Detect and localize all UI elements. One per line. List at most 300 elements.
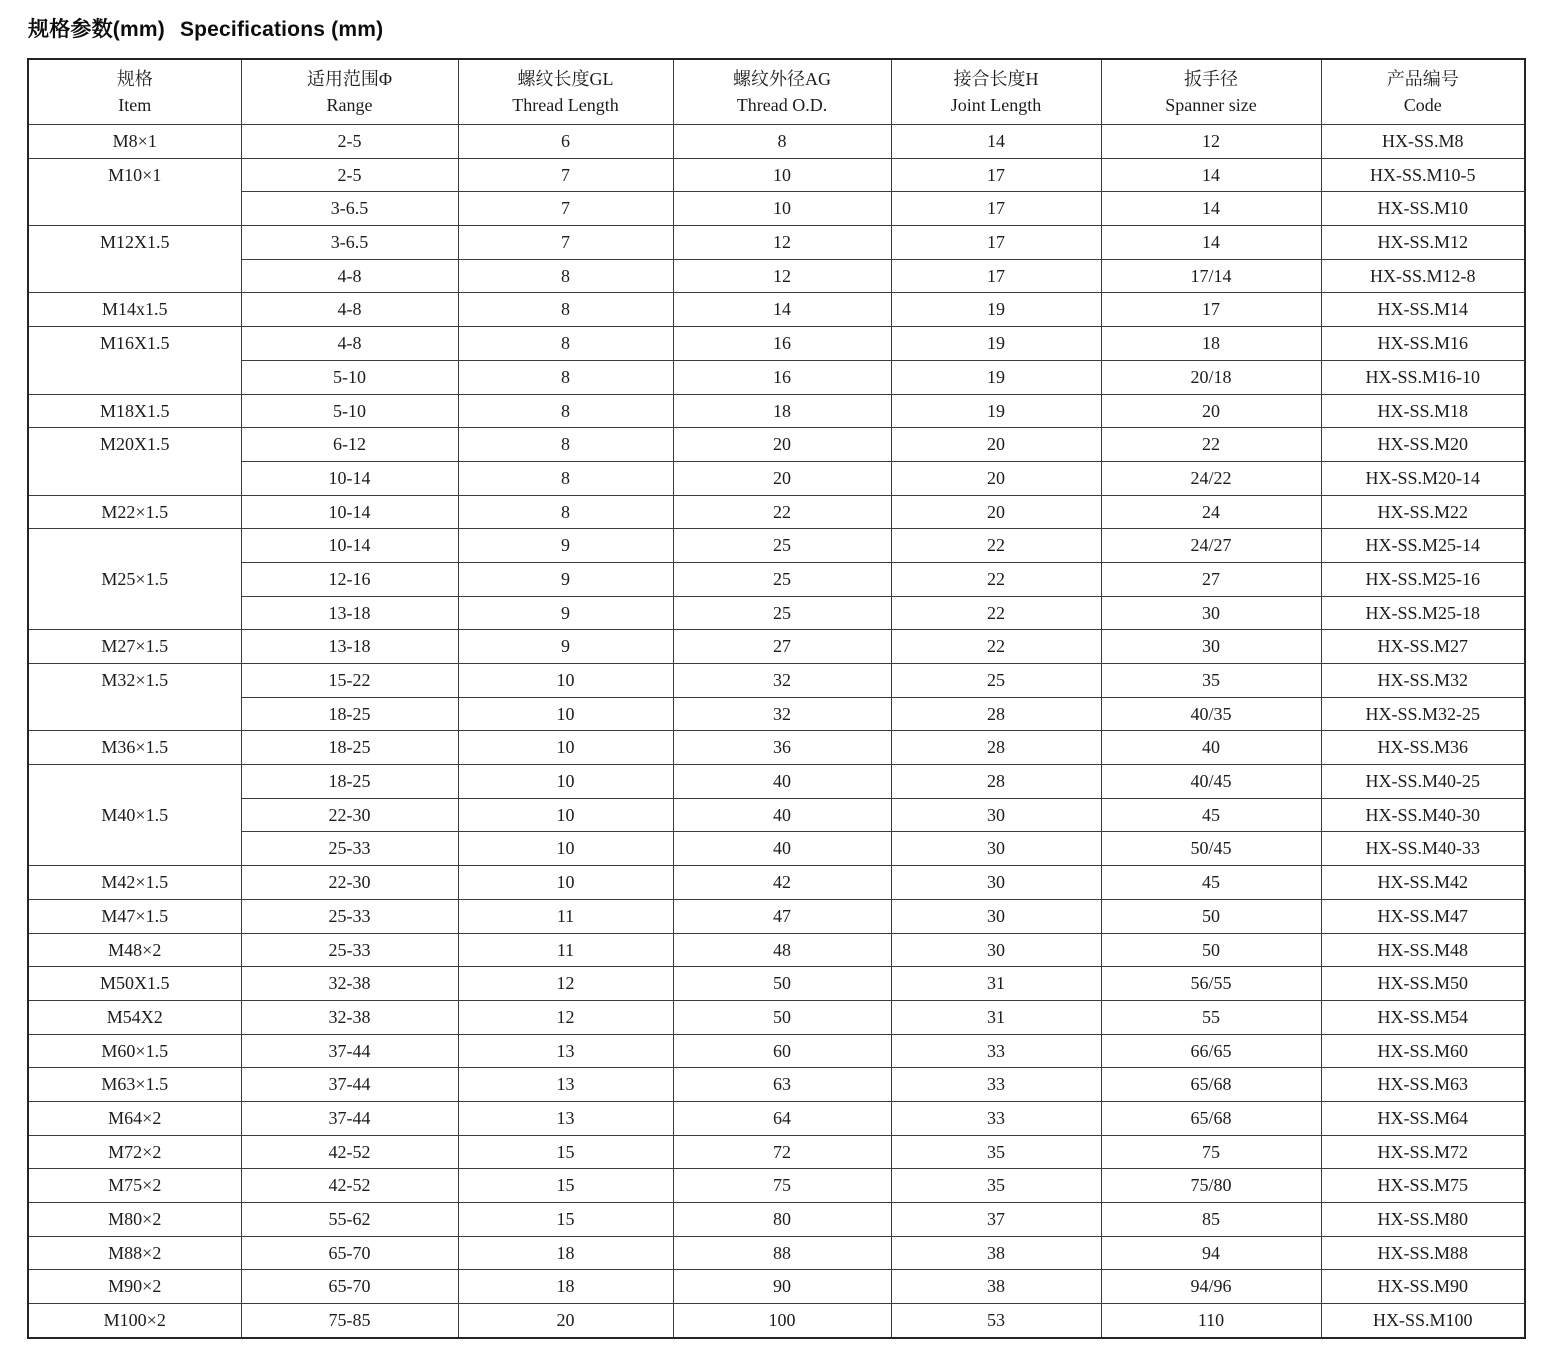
code-cell: HX-SS.M25-16 bbox=[1321, 562, 1525, 596]
thread-od-cell: 47 bbox=[673, 899, 891, 933]
thread-od-cell: 48 bbox=[673, 933, 891, 967]
range-cell: 4-8 bbox=[241, 259, 458, 293]
code-cell: HX-SS.M63 bbox=[1321, 1068, 1525, 1102]
code-cell: HX-SS.M75 bbox=[1321, 1169, 1525, 1203]
thread-od-cell: 16 bbox=[673, 360, 891, 394]
joint-length-cell: 33 bbox=[891, 1034, 1101, 1068]
joint-length-cell: 14 bbox=[891, 125, 1101, 159]
joint-length-cell: 20 bbox=[891, 495, 1101, 529]
thread-length-cell: 8 bbox=[458, 327, 673, 361]
table-row bbox=[28, 158, 1525, 192]
code-cell: HX-SS.M80 bbox=[1321, 1203, 1525, 1237]
thread-od-cell: 42 bbox=[673, 866, 891, 900]
table-row bbox=[28, 899, 1525, 933]
table-row bbox=[28, 1169, 1525, 1203]
range-cell: 3-6.5 bbox=[241, 226, 458, 260]
table-row bbox=[28, 428, 1525, 462]
thread-od-cell: 60 bbox=[673, 1034, 891, 1068]
thread-od-cell: 12 bbox=[673, 259, 891, 293]
code-cell: HX-SS.M12-8 bbox=[1321, 259, 1525, 293]
thread-length-cell: 9 bbox=[458, 630, 673, 664]
spanner-size-cell: 50 bbox=[1101, 899, 1321, 933]
specifications-table bbox=[27, 58, 1526, 1339]
spanner-size-cell: 24 bbox=[1101, 495, 1321, 529]
spanner-size-cell: 56/55 bbox=[1101, 967, 1321, 1001]
range-cell: 2-5 bbox=[241, 125, 458, 159]
thread-length-cell: 8 bbox=[458, 394, 673, 428]
item-cell: M16X1.5 bbox=[28, 327, 241, 394]
thread-length-cell: 10 bbox=[458, 765, 673, 799]
code-cell: HX-SS.M18 bbox=[1321, 394, 1525, 428]
joint-length-cell: 38 bbox=[891, 1270, 1101, 1304]
joint-length-cell: 19 bbox=[891, 394, 1101, 428]
table-row bbox=[28, 630, 1525, 664]
table-row bbox=[28, 832, 1525, 866]
range-cell: 12-16 bbox=[241, 562, 458, 596]
spanner-size-cell: 94 bbox=[1101, 1236, 1321, 1270]
code-cell: HX-SS.M16-10 bbox=[1321, 360, 1525, 394]
spanner-size-cell: 66/65 bbox=[1101, 1034, 1321, 1068]
item-cell: M12X1.5 bbox=[28, 226, 241, 293]
spanner-size-cell: 35 bbox=[1101, 664, 1321, 698]
range-cell: 65-70 bbox=[241, 1236, 458, 1270]
thread-length-cell: 6 bbox=[458, 125, 673, 159]
item-cell: M20X1.5 bbox=[28, 428, 241, 495]
code-cell: HX-SS.M60 bbox=[1321, 1034, 1525, 1068]
range-cell: 75-85 bbox=[241, 1304, 458, 1338]
code-cell: HX-SS.M40-33 bbox=[1321, 832, 1525, 866]
thread-length-cell: 8 bbox=[458, 259, 673, 293]
thread-length-cell: 11 bbox=[458, 899, 673, 933]
code-cell: HX-SS.M25-18 bbox=[1321, 596, 1525, 630]
code-cell: HX-SS.M47 bbox=[1321, 899, 1525, 933]
header-spanner-size-en: Spanner size bbox=[1165, 95, 1257, 116]
thread-length-cell: 8 bbox=[458, 360, 673, 394]
code-cell: HX-SS.M20-14 bbox=[1321, 461, 1525, 495]
spanner-size-cell: 45 bbox=[1101, 798, 1321, 832]
range-cell: 10-14 bbox=[241, 461, 458, 495]
range-cell: 18-25 bbox=[241, 765, 458, 799]
thread-od-cell: 10 bbox=[673, 192, 891, 226]
thread-od-cell: 40 bbox=[673, 798, 891, 832]
thread-od-cell: 100 bbox=[673, 1304, 891, 1338]
thread-length-cell: 7 bbox=[458, 226, 673, 260]
range-cell: 13-18 bbox=[241, 596, 458, 630]
spanner-size-cell: 75 bbox=[1101, 1135, 1321, 1169]
table-row bbox=[28, 798, 1525, 832]
code-cell: HX-SS.M88 bbox=[1321, 1236, 1525, 1270]
spanner-size-cell: 12 bbox=[1101, 125, 1321, 159]
joint-length-cell: 17 bbox=[891, 226, 1101, 260]
item-cell: M80×2 bbox=[28, 1203, 241, 1237]
item-cell: M40×1.5 bbox=[28, 765, 241, 866]
joint-length-cell: 17 bbox=[891, 158, 1101, 192]
code-cell: HX-SS.M100 bbox=[1321, 1304, 1525, 1338]
range-cell: 15-22 bbox=[241, 664, 458, 698]
thread-od-cell: 25 bbox=[673, 562, 891, 596]
column-header-range bbox=[241, 59, 458, 125]
range-cell: 4-8 bbox=[241, 293, 458, 327]
spanner-size-cell: 45 bbox=[1101, 866, 1321, 900]
spanner-size-cell: 40 bbox=[1101, 731, 1321, 765]
thread-length-cell: 9 bbox=[458, 596, 673, 630]
table-row bbox=[28, 1304, 1525, 1338]
thread-od-cell: 20 bbox=[673, 428, 891, 462]
item-cell: M90×2 bbox=[28, 1270, 241, 1304]
table-row bbox=[28, 664, 1525, 698]
thread-od-cell: 40 bbox=[673, 765, 891, 799]
thread-length-cell: 10 bbox=[458, 731, 673, 765]
header-joint-length-en: Joint Length bbox=[950, 95, 1042, 116]
header-range-en: Range bbox=[326, 95, 373, 116]
thread-length-cell: 20 bbox=[458, 1304, 673, 1338]
table-row bbox=[28, 259, 1525, 293]
thread-od-cell: 20 bbox=[673, 461, 891, 495]
joint-length-cell: 22 bbox=[891, 630, 1101, 664]
table-row bbox=[28, 394, 1525, 428]
spanner-size-cell: 40/35 bbox=[1101, 697, 1321, 731]
item-cell: M42×1.5 bbox=[28, 866, 241, 900]
header-row bbox=[28, 59, 1525, 125]
spanner-size-cell: 18 bbox=[1101, 327, 1321, 361]
joint-length-cell: 20 bbox=[891, 461, 1101, 495]
thread-od-cell: 22 bbox=[673, 495, 891, 529]
joint-length-cell: 28 bbox=[891, 697, 1101, 731]
joint-length-cell: 19 bbox=[891, 293, 1101, 327]
thread-length-cell: 10 bbox=[458, 832, 673, 866]
header-range-zh: 适用范围Φ bbox=[306, 69, 393, 90]
range-cell: 5-10 bbox=[241, 394, 458, 428]
joint-length-cell: 31 bbox=[891, 967, 1101, 1001]
range-cell: 13-18 bbox=[241, 630, 458, 664]
thread-length-cell: 15 bbox=[458, 1169, 673, 1203]
range-cell: 25-33 bbox=[241, 899, 458, 933]
item-cell: M54X2 bbox=[28, 1000, 241, 1034]
spanner-size-cell: 50 bbox=[1101, 933, 1321, 967]
code-cell: HX-SS.M10-5 bbox=[1321, 158, 1525, 192]
spanner-size-cell: 85 bbox=[1101, 1203, 1321, 1237]
header-thread-od-en: Thread O.D. bbox=[736, 95, 828, 116]
table-row bbox=[28, 967, 1525, 1001]
joint-length-cell: 31 bbox=[891, 1000, 1101, 1034]
range-cell: 3-6.5 bbox=[241, 192, 458, 226]
page-title-chinese: 规格参数(mm) bbox=[28, 18, 165, 41]
spanner-size-cell: 27 bbox=[1101, 562, 1321, 596]
spanner-size-cell: 17/14 bbox=[1101, 259, 1321, 293]
range-cell: 5-10 bbox=[241, 360, 458, 394]
code-cell: HX-SS.M12 bbox=[1321, 226, 1525, 260]
range-cell: 65-70 bbox=[241, 1270, 458, 1304]
thread-length-cell: 8 bbox=[458, 495, 673, 529]
joint-length-cell: 30 bbox=[891, 866, 1101, 900]
table-row bbox=[28, 1000, 1525, 1034]
range-cell: 22-30 bbox=[241, 866, 458, 900]
code-cell: HX-SS.M64 bbox=[1321, 1101, 1525, 1135]
code-cell: HX-SS.M10 bbox=[1321, 192, 1525, 226]
thread-length-cell: 8 bbox=[458, 428, 673, 462]
code-cell: HX-SS.M20 bbox=[1321, 428, 1525, 462]
thread-od-cell: 80 bbox=[673, 1203, 891, 1237]
table-row bbox=[28, 765, 1525, 799]
thread-od-cell: 63 bbox=[673, 1068, 891, 1102]
page-title bbox=[28, 13, 1524, 43]
joint-length-cell: 30 bbox=[891, 933, 1101, 967]
header-item-zh: 规格 bbox=[116, 69, 153, 90]
range-cell: 18-25 bbox=[241, 731, 458, 765]
joint-length-cell: 22 bbox=[891, 562, 1101, 596]
thread-od-cell: 40 bbox=[673, 832, 891, 866]
joint-length-cell: 28 bbox=[891, 731, 1101, 765]
spanner-size-cell: 30 bbox=[1101, 630, 1321, 664]
range-cell: 2-5 bbox=[241, 158, 458, 192]
spanner-size-cell: 94/96 bbox=[1101, 1270, 1321, 1304]
code-cell: HX-SS.M42 bbox=[1321, 866, 1525, 900]
spanner-size-cell: 14 bbox=[1101, 158, 1321, 192]
range-cell: 22-30 bbox=[241, 798, 458, 832]
range-cell: 18-25 bbox=[241, 697, 458, 731]
thread-length-cell: 11 bbox=[458, 933, 673, 967]
thread-length-cell: 7 bbox=[458, 158, 673, 192]
thread-od-cell: 50 bbox=[673, 1000, 891, 1034]
table-row bbox=[28, 192, 1525, 226]
table-row bbox=[28, 1236, 1525, 1270]
item-cell: M8×1 bbox=[28, 125, 241, 159]
range-cell: 55-62 bbox=[241, 1203, 458, 1237]
column-header-thread-length bbox=[458, 59, 673, 125]
header-thread-length-en: Thread Length bbox=[512, 95, 619, 116]
code-cell: HX-SS.M32-25 bbox=[1321, 697, 1525, 731]
joint-length-cell: 30 bbox=[891, 832, 1101, 866]
code-cell: HX-SS.M32 bbox=[1321, 664, 1525, 698]
table-row bbox=[28, 697, 1525, 731]
item-cell: M36×1.5 bbox=[28, 731, 241, 765]
spanner-size-cell: 14 bbox=[1101, 192, 1321, 226]
joint-length-cell: 25 bbox=[891, 664, 1101, 698]
column-header-thread-od bbox=[673, 59, 891, 125]
thread-length-cell: 12 bbox=[458, 967, 673, 1001]
range-cell: 10-14 bbox=[241, 529, 458, 563]
joint-length-cell: 22 bbox=[891, 596, 1101, 630]
range-cell: 42-52 bbox=[241, 1135, 458, 1169]
table-row bbox=[28, 495, 1525, 529]
thread-od-cell: 10 bbox=[673, 158, 891, 192]
spanner-size-cell: 14 bbox=[1101, 226, 1321, 260]
thread-length-cell: 15 bbox=[458, 1203, 673, 1237]
spanner-size-cell: 65/68 bbox=[1101, 1101, 1321, 1135]
item-cell: M47×1.5 bbox=[28, 899, 241, 933]
table-row bbox=[28, 731, 1525, 765]
column-header-spanner-size bbox=[1101, 59, 1321, 125]
header-code-en: Code bbox=[1403, 95, 1442, 116]
table-row bbox=[28, 529, 1525, 563]
item-cell: M18X1.5 bbox=[28, 394, 241, 428]
range-cell: 42-52 bbox=[241, 1169, 458, 1203]
thread-od-cell: 88 bbox=[673, 1236, 891, 1270]
table-row bbox=[28, 1068, 1525, 1102]
code-cell: HX-SS.M27 bbox=[1321, 630, 1525, 664]
table-row bbox=[28, 293, 1525, 327]
joint-length-cell: 19 bbox=[891, 327, 1101, 361]
table-row bbox=[28, 1203, 1525, 1237]
joint-length-cell: 38 bbox=[891, 1236, 1101, 1270]
column-header-joint-length bbox=[891, 59, 1101, 125]
spanner-size-cell: 50/45 bbox=[1101, 832, 1321, 866]
joint-length-cell: 28 bbox=[891, 765, 1101, 799]
spanner-size-cell: 17 bbox=[1101, 293, 1321, 327]
thread-od-cell: 72 bbox=[673, 1135, 891, 1169]
item-cell: M22×1.5 bbox=[28, 495, 241, 529]
thread-od-cell: 75 bbox=[673, 1169, 891, 1203]
thread-length-cell: 8 bbox=[458, 293, 673, 327]
thread-od-cell: 36 bbox=[673, 731, 891, 765]
code-cell: HX-SS.M72 bbox=[1321, 1135, 1525, 1169]
item-cell: M50X1.5 bbox=[28, 967, 241, 1001]
code-cell: HX-SS.M54 bbox=[1321, 1000, 1525, 1034]
table-row bbox=[28, 1270, 1525, 1304]
column-header-code bbox=[1321, 59, 1525, 125]
header-thread-od-zh: 螺纹外径AG bbox=[733, 69, 831, 90]
thread-length-cell: 18 bbox=[458, 1236, 673, 1270]
item-cell: M100×2 bbox=[28, 1304, 241, 1338]
thread-length-cell: 12 bbox=[458, 1000, 673, 1034]
thread-od-cell: 50 bbox=[673, 967, 891, 1001]
spanner-size-cell: 20/18 bbox=[1101, 360, 1321, 394]
item-cell: M75×2 bbox=[28, 1169, 241, 1203]
spanner-size-cell: 55 bbox=[1101, 1000, 1321, 1034]
spanner-size-cell: 20 bbox=[1101, 394, 1321, 428]
table-row bbox=[28, 125, 1525, 159]
thread-od-cell: 12 bbox=[673, 226, 891, 260]
range-cell: 37-44 bbox=[241, 1101, 458, 1135]
column-header-item bbox=[28, 59, 241, 125]
code-cell: HX-SS.M25-14 bbox=[1321, 529, 1525, 563]
table-row bbox=[28, 1135, 1525, 1169]
page-title-english: Specifications (mm) bbox=[179, 18, 384, 41]
code-cell: HX-SS.M16 bbox=[1321, 327, 1525, 361]
joint-length-cell: 33 bbox=[891, 1101, 1101, 1135]
item-cell: M10×1 bbox=[28, 158, 241, 225]
range-cell: 32-38 bbox=[241, 967, 458, 1001]
item-cell: M32×1.5 bbox=[28, 664, 241, 731]
thread-od-cell: 27 bbox=[673, 630, 891, 664]
joint-length-cell: 35 bbox=[891, 1135, 1101, 1169]
table-row bbox=[28, 226, 1525, 260]
table-row bbox=[28, 866, 1525, 900]
joint-length-cell: 53 bbox=[891, 1304, 1101, 1338]
thread-od-cell: 16 bbox=[673, 327, 891, 361]
thread-od-cell: 32 bbox=[673, 664, 891, 698]
range-cell: 25-33 bbox=[241, 832, 458, 866]
thread-length-cell: 18 bbox=[458, 1270, 673, 1304]
code-cell: HX-SS.M40-30 bbox=[1321, 798, 1525, 832]
thread-od-cell: 64 bbox=[673, 1101, 891, 1135]
item-cell: M14x1.5 bbox=[28, 293, 241, 327]
header-code-zh: 产品编号 bbox=[1386, 69, 1459, 90]
code-cell: HX-SS.M14 bbox=[1321, 293, 1525, 327]
header-spanner-size-zh: 扳手径 bbox=[1184, 69, 1238, 90]
item-cell: M88×2 bbox=[28, 1236, 241, 1270]
joint-length-cell: 19 bbox=[891, 360, 1101, 394]
code-cell: HX-SS.M40-25 bbox=[1321, 765, 1525, 799]
table-row bbox=[28, 360, 1525, 394]
item-cell: M60×1.5 bbox=[28, 1034, 241, 1068]
thread-length-cell: 13 bbox=[458, 1034, 673, 1068]
range-cell: 4-8 bbox=[241, 327, 458, 361]
thread-length-cell: 13 bbox=[458, 1068, 673, 1102]
spanner-size-cell: 24/22 bbox=[1101, 461, 1321, 495]
item-cell: M64×2 bbox=[28, 1101, 241, 1135]
thread-length-cell: 10 bbox=[458, 664, 673, 698]
thread-length-cell: 10 bbox=[458, 697, 673, 731]
spanner-size-cell: 22 bbox=[1101, 428, 1321, 462]
joint-length-cell: 37 bbox=[891, 1203, 1101, 1237]
table-row bbox=[28, 596, 1525, 630]
thread-length-cell: 9 bbox=[458, 562, 673, 596]
code-cell: HX-SS.M36 bbox=[1321, 731, 1525, 765]
joint-length-cell: 22 bbox=[891, 529, 1101, 563]
table-row bbox=[28, 933, 1525, 967]
thread-length-cell: 15 bbox=[458, 1135, 673, 1169]
range-cell: 10-14 bbox=[241, 495, 458, 529]
thread-length-cell: 13 bbox=[458, 1101, 673, 1135]
code-cell: HX-SS.M90 bbox=[1321, 1270, 1525, 1304]
joint-length-cell: 33 bbox=[891, 1068, 1101, 1102]
thread-length-cell: 7 bbox=[458, 192, 673, 226]
joint-length-cell: 17 bbox=[891, 259, 1101, 293]
table-header bbox=[28, 59, 1525, 125]
thread-od-cell: 25 bbox=[673, 596, 891, 630]
spanner-size-cell: 75/80 bbox=[1101, 1169, 1321, 1203]
spanner-size-cell: 30 bbox=[1101, 596, 1321, 630]
thread-length-cell: 8 bbox=[458, 461, 673, 495]
thread-od-cell: 8 bbox=[673, 125, 891, 159]
code-cell: HX-SS.M48 bbox=[1321, 933, 1525, 967]
joint-length-cell: 30 bbox=[891, 899, 1101, 933]
range-cell: 37-44 bbox=[241, 1034, 458, 1068]
table-row bbox=[28, 1034, 1525, 1068]
joint-length-cell: 30 bbox=[891, 798, 1101, 832]
spanner-size-cell: 110 bbox=[1101, 1304, 1321, 1338]
thread-od-cell: 90 bbox=[673, 1270, 891, 1304]
header-joint-length-zh: 接合长度H bbox=[953, 69, 1039, 90]
thread-length-cell: 10 bbox=[458, 798, 673, 832]
range-cell: 37-44 bbox=[241, 1068, 458, 1102]
thread-od-cell: 25 bbox=[673, 529, 891, 563]
joint-length-cell: 20 bbox=[891, 428, 1101, 462]
item-cell: M72×2 bbox=[28, 1135, 241, 1169]
header-thread-length-zh: 螺纹长度GL bbox=[517, 69, 614, 90]
spanner-size-cell: 40/45 bbox=[1101, 765, 1321, 799]
range-cell: 25-33 bbox=[241, 933, 458, 967]
item-cell: M48×2 bbox=[28, 933, 241, 967]
table-row bbox=[28, 461, 1525, 495]
thread-od-cell: 32 bbox=[673, 697, 891, 731]
code-cell: HX-SS.M50 bbox=[1321, 967, 1525, 1001]
joint-length-cell: 35 bbox=[891, 1169, 1101, 1203]
table-row bbox=[28, 327, 1525, 361]
range-cell: 6-12 bbox=[241, 428, 458, 462]
joint-length-cell: 17 bbox=[891, 192, 1101, 226]
item-cell: M27×1.5 bbox=[28, 630, 241, 664]
table-row bbox=[28, 1101, 1525, 1135]
header-item-en: Item bbox=[118, 95, 152, 116]
thread-length-cell: 9 bbox=[458, 529, 673, 563]
thread-od-cell: 18 bbox=[673, 394, 891, 428]
table-body bbox=[28, 125, 1525, 1338]
spanner-size-cell: 65/68 bbox=[1101, 1068, 1321, 1102]
range-cell: 32-38 bbox=[241, 1000, 458, 1034]
item-cell: M25×1.5 bbox=[28, 529, 241, 630]
